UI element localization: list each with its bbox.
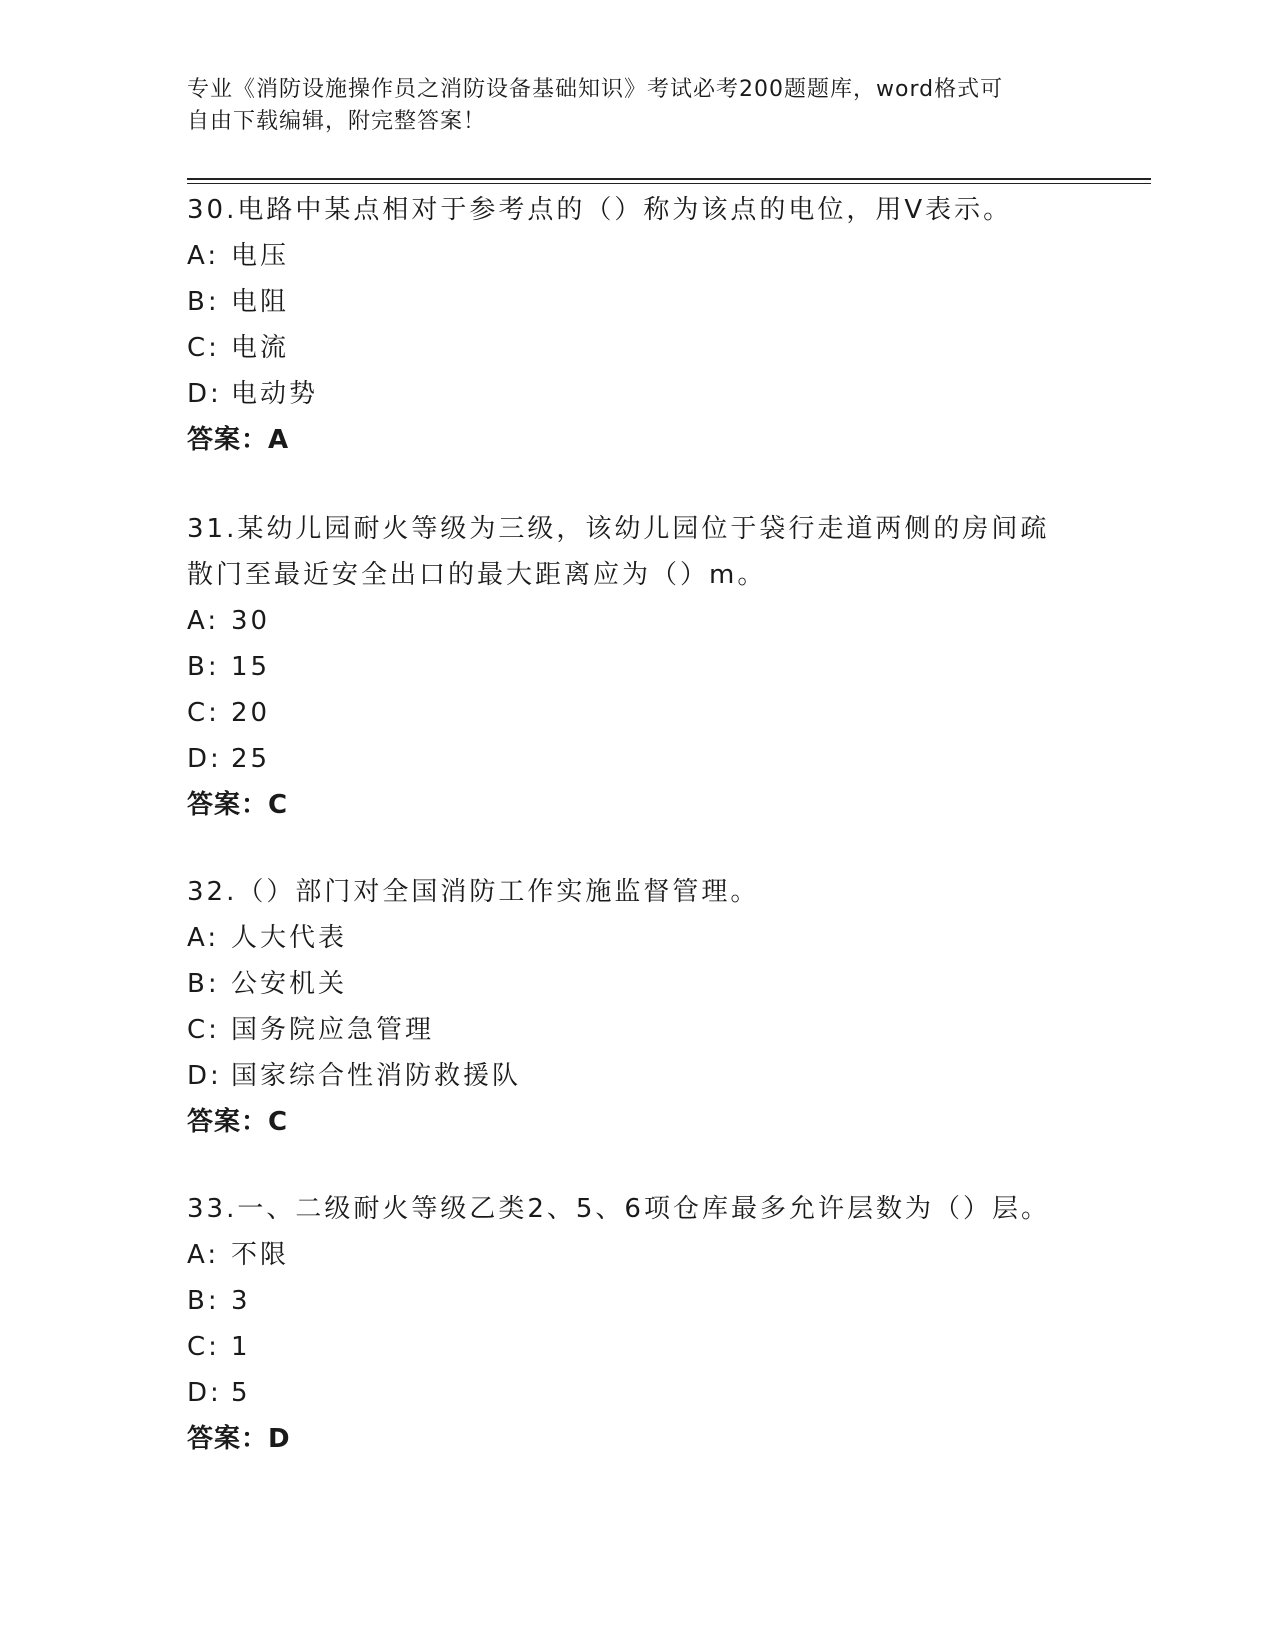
option-text: 电阻 [231, 287, 290, 317]
question-33 [187, 1186, 1067, 1462]
option-text: 20 [231, 698, 271, 728]
header-line-2: 自由下载编辑，附完整答案！ [187, 109, 487, 134]
option-key: C: [187, 1332, 220, 1362]
option-text: 15 [231, 652, 271, 682]
option-text: 电流 [231, 333, 290, 363]
option-text: 25 [231, 744, 271, 774]
question-stem: 33.一、二级耐火等级乙类2、5、6项仓库最多允许层数为（）层。 [187, 1194, 1050, 1224]
option-text: 不限 [231, 1240, 290, 1270]
option-key: D: [187, 744, 222, 774]
answer: 答案：C [187, 1107, 289, 1137]
option-key: C: [187, 698, 220, 728]
option-key: C: [187, 1015, 220, 1045]
question-32 [187, 869, 1067, 1145]
document-header [187, 74, 1067, 138]
option-text: 国家综合性消防救援队 [231, 1061, 522, 1091]
option-key: B: [187, 1286, 220, 1316]
option-a [187, 233, 1067, 279]
option-text: 30 [231, 606, 271, 636]
header-line-1: 专业《消防设施操作员之消防设备基础知识》考试必考200题题库，word格式可 [187, 77, 1004, 102]
option-key: D: [187, 1378, 222, 1408]
question-31 [187, 506, 1067, 828]
option-b [187, 279, 1067, 325]
answer: 答案：D [187, 1424, 291, 1454]
option-key: A: [187, 923, 220, 953]
option-key: C: [187, 333, 220, 363]
option-key: D: [187, 1061, 222, 1091]
answer: 答案：C [187, 790, 289, 820]
answer: 答案：A [187, 425, 290, 455]
option-text: 公安机关 [231, 969, 348, 999]
option-text: 5 [231, 1378, 251, 1408]
option-c [187, 1007, 1067, 1053]
question-30 [187, 187, 1067, 463]
option-text: 3 [231, 1286, 251, 1316]
option-d [187, 1053, 1067, 1099]
option-key: B: [187, 287, 220, 317]
question-stem: 30.电路中某点相对于参考点的（）称为该点的电位，用V表示。 [187, 195, 1013, 225]
option-c [187, 1324, 1067, 1370]
option-b [187, 644, 1067, 690]
option-c [187, 325, 1067, 371]
option-key: A: [187, 241, 220, 271]
question-stem: 32.（）部门对全国消防工作实施监督管理。 [187, 877, 760, 907]
option-d [187, 1370, 1067, 1416]
option-key: A: [187, 1240, 220, 1270]
option-d [187, 371, 1067, 417]
option-text: 电压 [231, 241, 290, 271]
option-c [187, 690, 1067, 736]
option-text: 国务院应急管理 [231, 1015, 435, 1045]
option-text: 1 [231, 1332, 251, 1362]
option-d [187, 736, 1067, 782]
header-divider-thick [187, 178, 1151, 180]
option-b [187, 1278, 1067, 1324]
option-text: 电动势 [231, 379, 319, 409]
question-stem: 31.某幼儿园耐火等级为三级，该幼儿园位于袋行走道两侧的房间疏散门至最近安全出口的最大距离应为（）m。 [187, 514, 1050, 590]
option-key: B: [187, 969, 220, 999]
option-a [187, 915, 1067, 961]
option-text: 人大代表 [231, 923, 348, 953]
option-b [187, 961, 1067, 1007]
option-key: D: [187, 379, 222, 409]
option-key: B: [187, 652, 220, 682]
header-divider-thin [187, 183, 1151, 184]
option-a [187, 1232, 1067, 1278]
option-a [187, 598, 1067, 644]
option-key: A: [187, 606, 220, 636]
